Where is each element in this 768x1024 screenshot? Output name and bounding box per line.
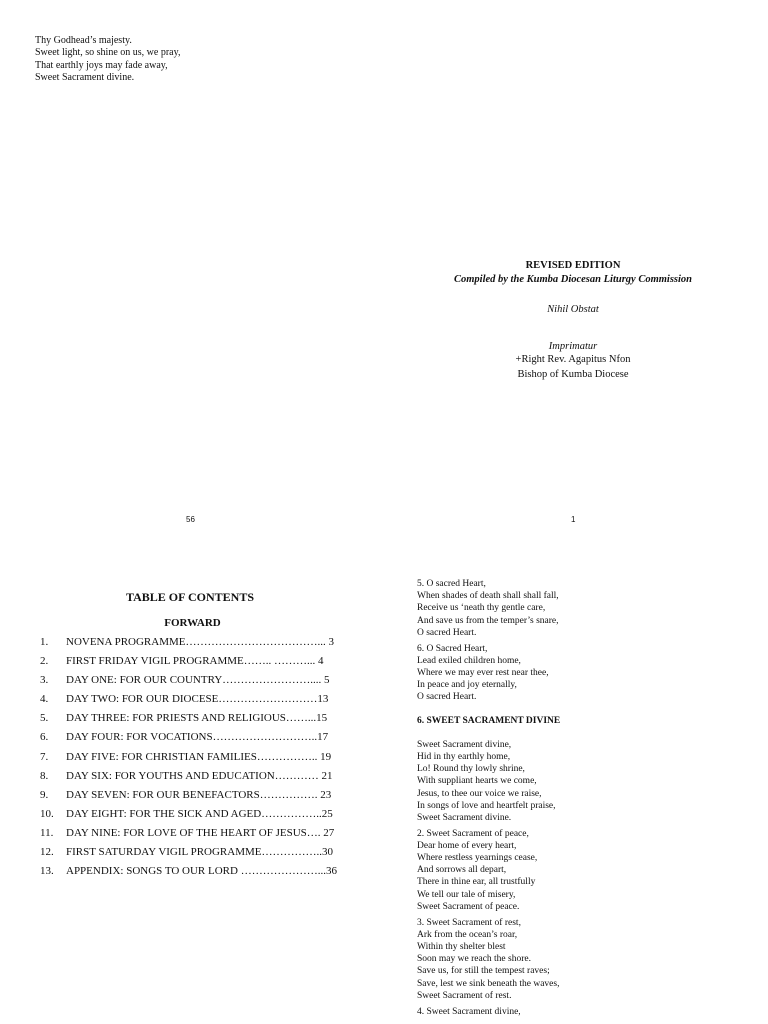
verse-line: 3. Sweet Sacrament of rest,	[417, 917, 521, 928]
verse-line: Save us, for still the tempest raves;	[417, 966, 550, 977]
verse-line: 2. Sweet Sacrament of peace,	[417, 828, 529, 839]
poem-line: Sweet light, so shine on us, we pray,	[35, 47, 181, 59]
toc-item	[40, 808, 337, 827]
verse-line: Lo! Round thy lowly shrine,	[417, 764, 525, 775]
verse-line: We tell our tale of misery,	[417, 889, 516, 900]
verse-line: Receive us ‘neath thy gentle care,	[417, 603, 546, 614]
toc-item-number: 11.	[40, 826, 54, 839]
toc-item-number: 9.	[40, 788, 49, 801]
verse-line: In songs of love and heartfelt praise,	[417, 800, 556, 811]
verse-line: O sacred Heart.	[417, 627, 477, 638]
verse-line: Where we may ever rest near thee,	[417, 667, 549, 678]
bishop-name: +Right Rev. Agapitus Nfon	[515, 354, 631, 365]
toc-item-text: DAY NINE: FOR LOVE OF THE HEART OF JESUS…. 27	[66, 826, 335, 839]
toc-item-text: FIRST SATURDAY VIGIL PROGRAMME……………..30	[66, 846, 333, 859]
toc-item-text: APPENDIX: SONGS TO OUR LORD …………………...36	[66, 865, 337, 878]
toc-item-number: 7.	[40, 750, 49, 763]
toc-item-number: 10.	[40, 807, 54, 820]
verse-line: Lead exiled children home,	[417, 655, 521, 666]
nihil-obstat: Nihil Obstat	[547, 304, 599, 315]
stanza-5	[417, 578, 560, 639]
toc-item-text: NOVENA PROGRAMME………………………………... 3	[66, 636, 334, 648]
verse-line: Sweet Sacrament divine,	[417, 739, 512, 750]
imprimatur: Imprimatur	[548, 341, 598, 352]
toc-forward: FORWARD	[164, 617, 221, 629]
toc-item-number: 5.	[40, 712, 49, 725]
verse-line: With suppliant hearts we come,	[417, 776, 537, 787]
toc-item-text: DAY FOUR: FOR VOCATIONS………………………..17	[66, 731, 329, 744]
verse-line: Dear home of every heart,	[417, 840, 517, 851]
toc-item	[40, 712, 337, 731]
toc-item	[40, 693, 337, 712]
verse-line: Jesus, to thee our voice we raise,	[417, 788, 542, 799]
verse-line: And save us from the temper’s snare,	[417, 615, 559, 626]
poem-line: Sweet Sacrament divine.	[35, 71, 135, 83]
verse-line: 5. O sacred Heart,	[417, 579, 486, 589]
edition-heading: REVISED EDITION	[525, 260, 621, 271]
verse-line: Where restless yearnings cease,	[417, 853, 538, 864]
toc-item-text: DAY TWO: FOR OUR DIOCESE………………………13	[66, 693, 329, 706]
bishop-title: Bishop of Kumba Diocese	[517, 369, 629, 380]
toc-item-number: 12.	[40, 846, 54, 859]
verse-line: Sweet Sacrament of peace.	[417, 901, 520, 912]
verse-line: Sweet Sacrament of rest.	[417, 990, 512, 1001]
verse-line: When shades of death shall shall fall,	[417, 591, 559, 602]
toc-item	[40, 789, 337, 808]
toc-item-text: DAY ONE: FOR OUR COUNTRY…………………….... 5	[66, 674, 330, 687]
top-left-poem	[35, 35, 180, 84]
poem-line: That earthly joys may fade away,	[35, 59, 168, 71]
verse-line: 6. O Sacred Heart,	[417, 643, 488, 654]
toc-item	[40, 865, 337, 884]
toc-item-text: FIRST FRIDAY VIGIL PROGRAMME…….. ………... 4	[66, 655, 324, 668]
toc-item-text: DAY FIVE: FOR CHRISTIAN FAMILIES…………….. 19	[66, 750, 332, 763]
verse-line: O sacred Heart.	[417, 692, 477, 703]
stanza-6	[417, 643, 560, 704]
verse-line: Hid in thy earthly home,	[417, 751, 511, 762]
toc-list	[40, 636, 337, 884]
toc-item-text: DAY THREE: FOR PRIESTS AND RELIGIOUS……...15	[66, 712, 328, 725]
toc-item-number: 2.	[40, 655, 49, 668]
verse-line: Sweet Sacrament divine.	[417, 812, 512, 823]
song-stanza-2	[417, 828, 560, 913]
song-stanza-3	[417, 917, 560, 1002]
toc-item	[40, 655, 337, 674]
poem-line: Thy Godhead’s majesty.	[35, 35, 132, 46]
toc-item	[40, 674, 337, 693]
toc-item-number: 3.	[40, 674, 49, 687]
toc-item-text: DAY EIGHT: FOR THE SICK AND AGED……………..25	[66, 807, 333, 820]
toc-item	[40, 751, 337, 770]
page-number-left: 56	[186, 515, 195, 524]
verse-line: Soon may we reach the shore.	[417, 954, 531, 965]
verse-line: Save, lest we sink beneath the waves,	[417, 978, 560, 989]
toc-item-text: DAY SIX: FOR YOUTHS AND EDUCATION………… 21	[66, 769, 333, 782]
verse-line: In peace and joy eternally,	[417, 680, 517, 691]
verse-line: There in thine ear, all trustfully	[417, 877, 536, 888]
toc-title: TABLE OF CONTENTS	[125, 590, 255, 604]
toc-item-text: DAY SEVEN: FOR OUR BENEFACTORS……………. 23	[66, 788, 332, 801]
verse-line: Within thy shelter blest	[417, 941, 506, 952]
toc-item	[40, 846, 337, 865]
compiled-by-line: Compiled by the Kumba Diocesan Liturgy Commission	[453, 274, 693, 285]
toc-item-number: 1.	[40, 636, 49, 648]
toc-item-number: 8.	[40, 769, 49, 782]
toc-item	[40, 731, 337, 750]
toc-item-number: 6.	[40, 731, 49, 744]
toc-item	[40, 770, 337, 789]
toc-item-number: 4.	[40, 693, 49, 706]
page-number-right: 1	[571, 515, 576, 524]
toc-item-number: 13.	[40, 865, 54, 878]
verse-line: And sorrows all depart,	[417, 865, 507, 876]
verse-line: 4. Sweet Sacrament divine,	[417, 1006, 521, 1017]
verse-line: Ark from the ocean’s roar,	[417, 929, 518, 940]
song-heading: 6. SWEET SACRAMENT DIVINE	[417, 715, 561, 726]
song-stanza-4	[417, 1006, 560, 1018]
song-stanza-1	[417, 739, 560, 824]
toc-item	[40, 636, 337, 655]
toc-item	[40, 827, 337, 846]
right-column-hymns	[417, 578, 560, 1021]
